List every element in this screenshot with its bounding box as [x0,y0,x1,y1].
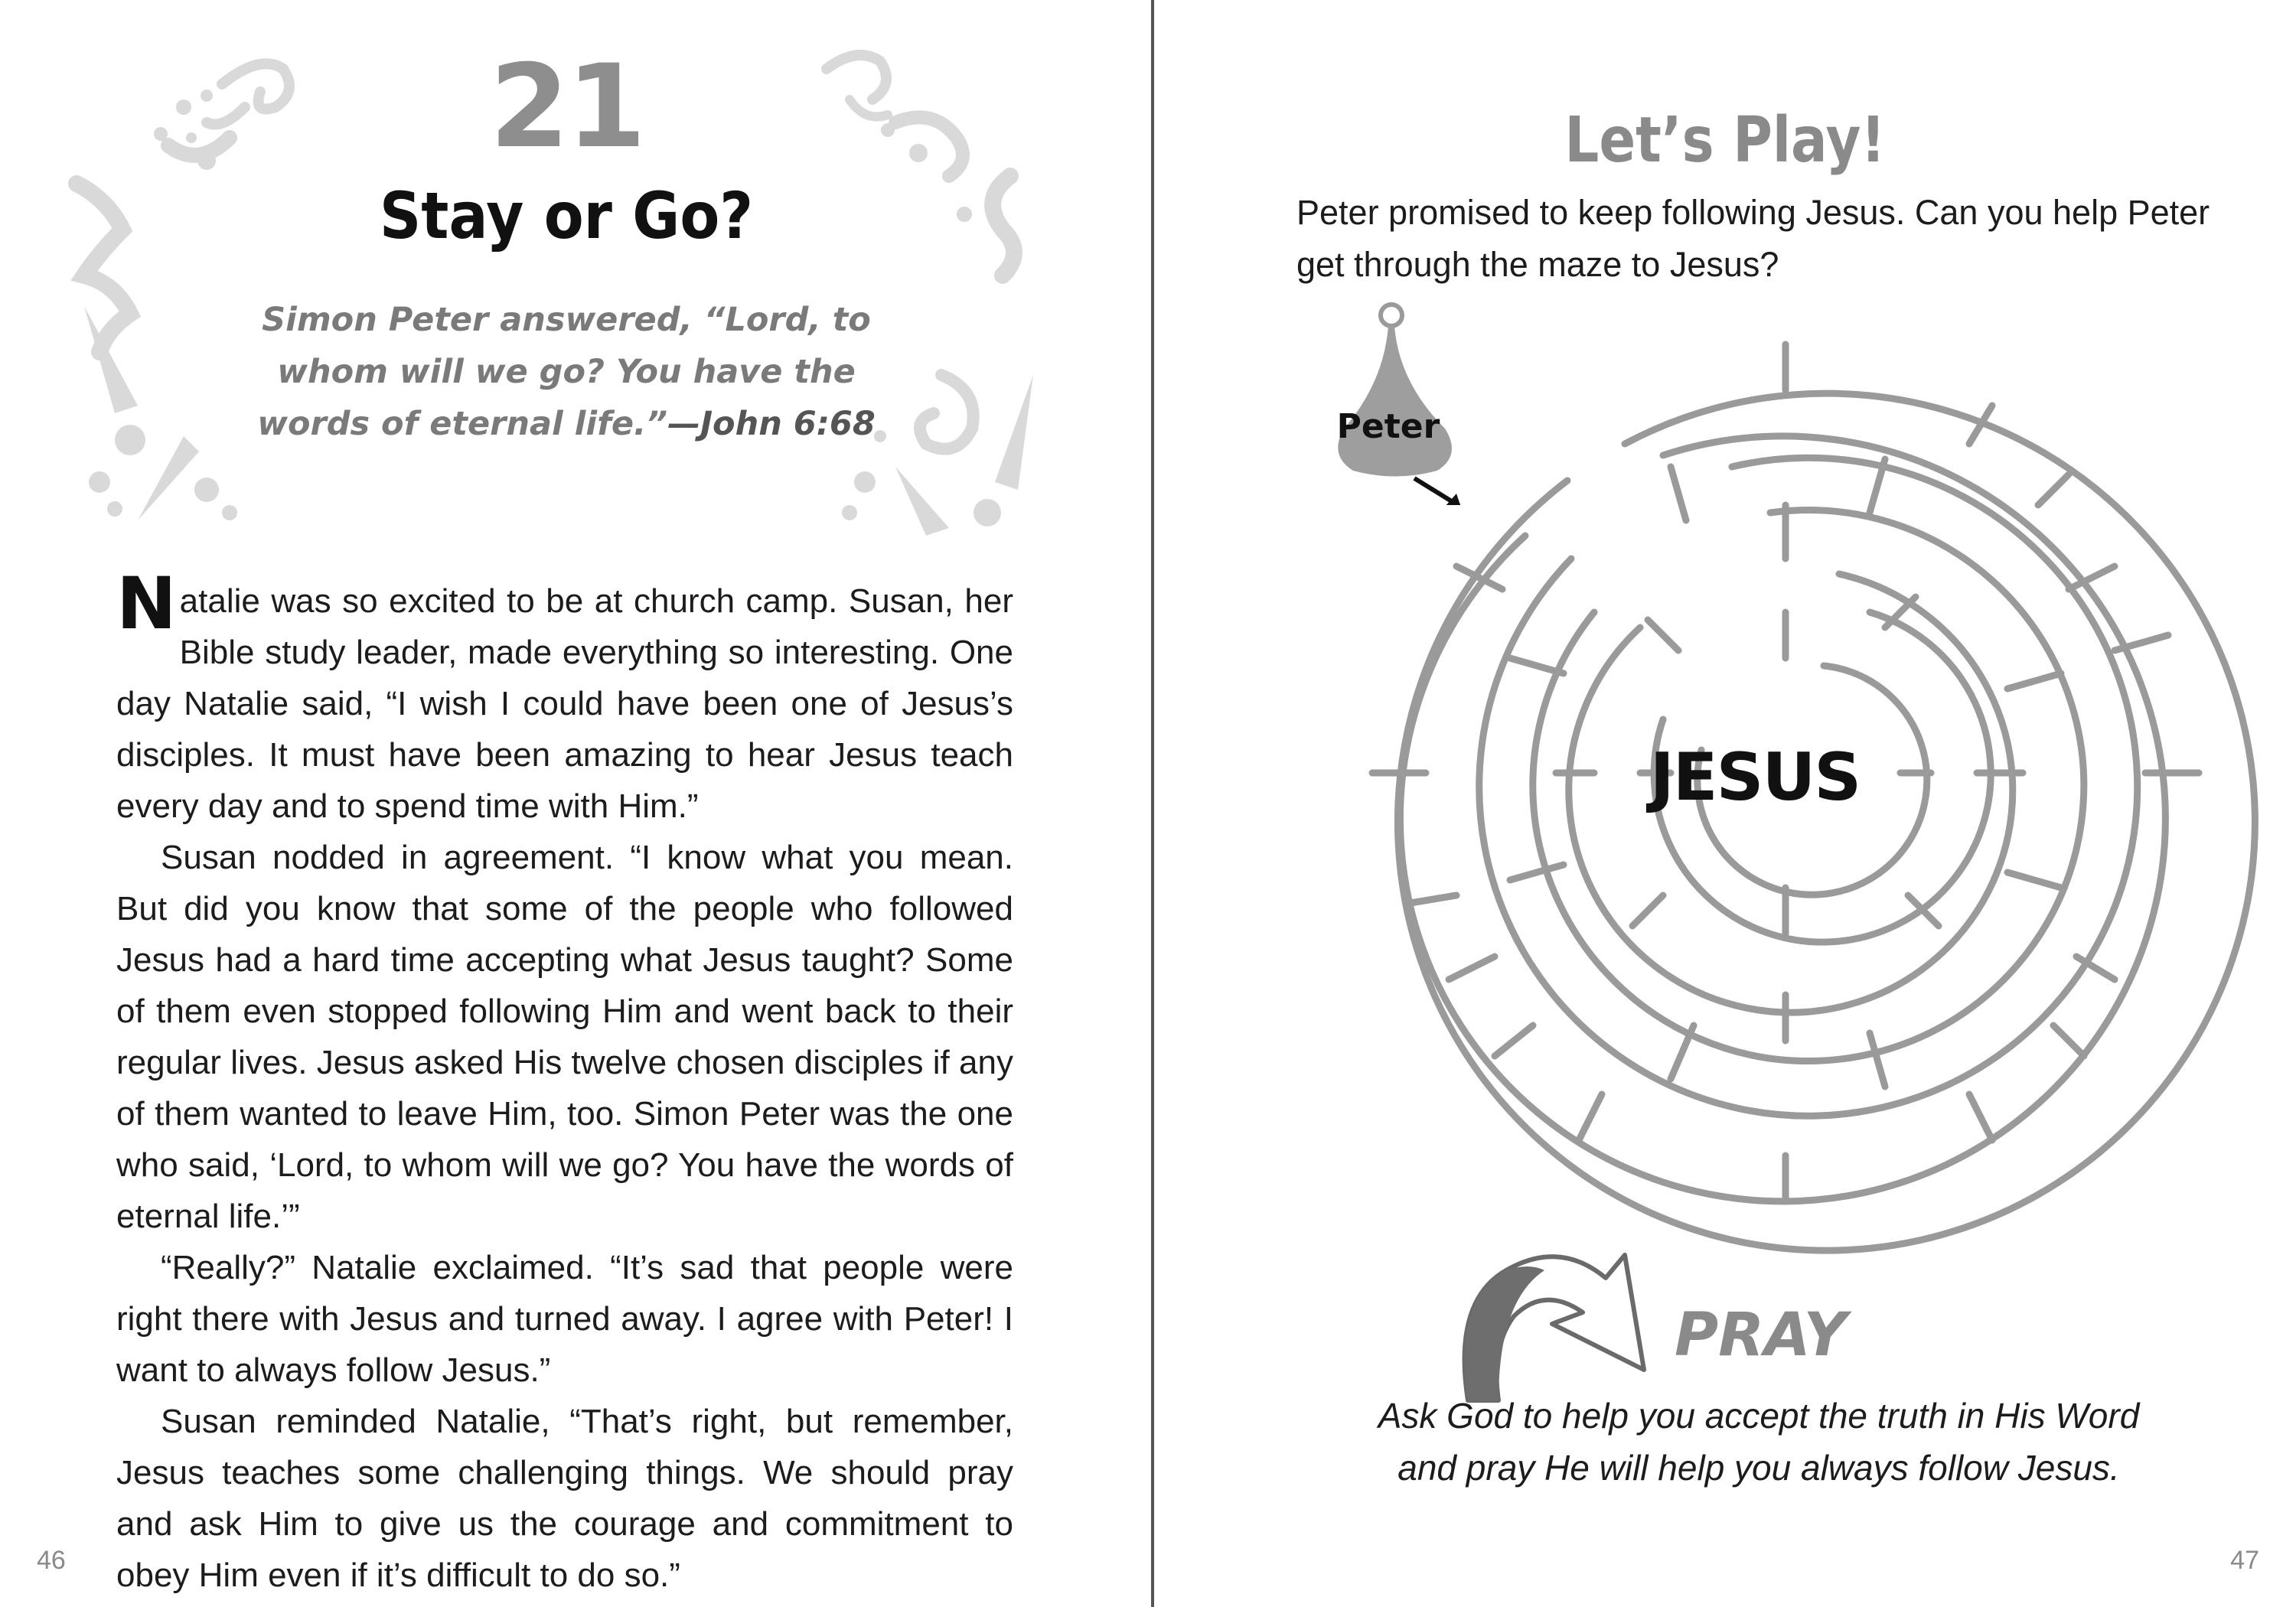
chapter-title: Stay or Go? [379,178,754,253]
story-paragraph-text: atalie was so excited to be at church camp. Susan, her Bible study leader, made everything so interesting. One day Natalie said, “I wish I could have been one of Jesus’s disciples. It must have been amazing to hear Jesus teach every day and to spend time with Him.” [116,582,1013,825]
verse-line-text: words of eternal life.” [257,405,668,443]
story-paragraph [116,562,1013,832]
scripture-verse [253,294,880,450]
drop-cap: N [116,562,177,646]
prayer-prompt [1368,1390,2149,1494]
curved-arrow-icon [1445,1209,1675,1408]
chapter-number: 21 [489,41,644,174]
page-number: 47 [2230,1546,2259,1575]
story-text [116,562,1013,1601]
pray-label: PRAY [1675,1301,1848,1370]
maze-start-label: Peter [1336,407,1440,446]
verse-line [253,398,880,450]
story-paragraph: Susan nodded in agreement. “I know what you mean. But did you know that some of the people who followed Jesus had a hard time accepting what Jesus taught? Some of them even stopped following Him and went back to their regular lives. Jesus asked His twelve chosen disciples if any of them wanted to leave Him, too. Simon Peter was the one who said, ‘Lord, to whom will we go? You have the words of eternal life.’” [116,839,1013,1235]
verse-line: whom will we go? You have the [277,353,856,391]
prayer-line: Ask God to help you accept the truth in His Word [1378,1396,2140,1436]
story-paragraph: Susan reminded Natalie, “That’s right, but remember, Jesus teaches some challenging things. We should pray and ask Him to give us the courage and commitment to obey Him even if it’s difficult to do so.” [116,1403,1013,1594]
activity-instructions: Peter promised to keep following Jesus. Can you help Peter get through the maze to Jesus? [1296,193,2210,284]
maze-center-label: JESUS [1649,739,1861,816]
activity-heading: Let’s Play! [1564,104,1886,177]
verse-reference: —John 6:68 [667,405,876,443]
page-number: 46 [37,1546,66,1575]
verse-line: Simon Peter answered, “Lord, to [262,301,871,339]
prayer-line: and pray He will help you always follow Jesus. [1397,1448,2120,1488]
story-paragraph: “Really?” Natalie exclaimed. “It’s sad that people were right there with Jesus and turned away. I agree with Peter! I want to always follow Jesus.” [116,1249,1013,1389]
right-page [1154,0,2296,1607]
